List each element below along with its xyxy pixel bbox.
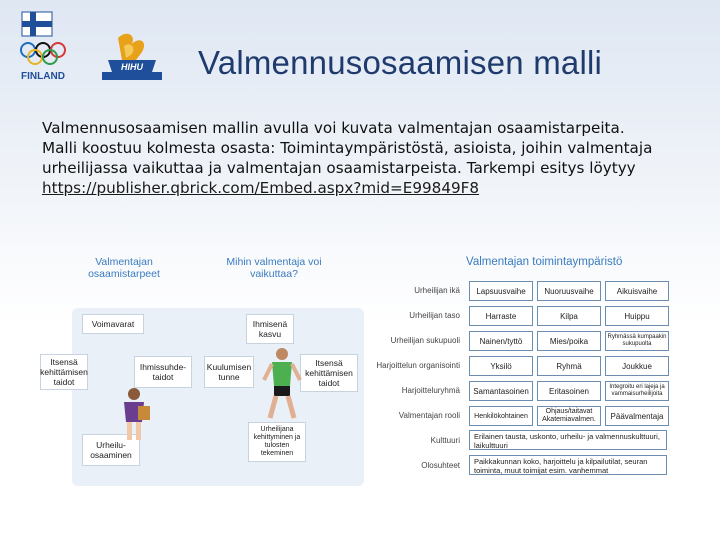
description-line-2: Malli koostuu kolmesta osasta: Toimintaympäristöstä, asioista, joihin valmentaja (42, 139, 653, 157)
table-cell: Ohjaus/taitavat Akatemiavalmen. (537, 406, 601, 426)
table-cell: Lapsuusvaihe (469, 281, 533, 301)
table-cell: Samantasoinen (469, 381, 533, 401)
table-cell: Harraste (469, 306, 533, 326)
box-ihmisena-kasvu: Ihmisenä kasvu (246, 314, 294, 344)
table-wide-cell: Erilainen tausta, uskonto, urheilu- ja valmennuskulttuuri, laikulttuuri (469, 430, 667, 450)
hihu-logo (96, 30, 168, 84)
box-urheilijana-kehittyminen: Urheilijana kehittyminen ja tulosten tekeminen (248, 422, 306, 462)
finland-logo-text: FINLAND (21, 71, 65, 82)
description (42, 118, 662, 198)
table-wide-cell: Paikkakunnan koko, harjoittelu ja kilpailutilat, seuran toiminta, muut toimijat esim. vanhemmat (469, 455, 667, 475)
description-line-3: urheilijassa vaikuttaa ja valmentajan osaamistarpeista. Tarkempi esitys löytyy (42, 159, 636, 177)
table-cell: Ryhmässä kumpaakin sukupuolta (605, 331, 669, 351)
box-urheiluosaaminen: Urheilu-osaaminen (82, 434, 140, 466)
table-cell: Eritasoinen (537, 381, 601, 401)
embed-link[interactable]: https://publisher.qbrick.com/Embed.aspx?mid=E99849F8 (42, 179, 480, 197)
box-itsensa-kehittaminen: Itsensä kehittämisen taidot (40, 354, 88, 390)
row-label: Urheilijan ikä (414, 286, 460, 295)
row-label: Kulttuuri (430, 436, 460, 445)
table-cell: Ryhmä (537, 356, 601, 376)
table-cell: Integroitu eri lajeja ja vammaisurheilijoita (605, 381, 669, 401)
heading-influence: Mihin valmentaja voi vaikuttaa? (226, 256, 322, 280)
operating-environment-panel (370, 250, 690, 490)
table-cell: Henkilökohtainen (469, 406, 533, 426)
table-cell: Joukkue (605, 356, 669, 376)
coaching-model-diagram (30, 250, 690, 490)
row-label: Valmentajan rooli (398, 411, 460, 420)
table-cell: Mies/poika (537, 331, 601, 351)
row-label: Urheilijan taso (409, 311, 460, 320)
table-cell: Kilpa (537, 306, 601, 326)
row-label: Harjoittelun organisointi (376, 361, 460, 370)
coach-figure-icon (114, 386, 154, 442)
description-line-1: Valmennusosaamisen mallin avulla voi kuvata valmentajan osaamistarpeita. (42, 119, 625, 137)
athlete-figure-icon (260, 346, 304, 422)
left-panel (38, 258, 368, 486)
hihu-logo-text: HIHU (121, 62, 143, 72)
page-title: Valmennusosaamisen malli (198, 44, 603, 81)
box-voimavarat: Voimavarat (82, 314, 144, 334)
table-cell: Nuoruusvaihe (537, 281, 601, 301)
box-kuuluminen: Kuulumisen tunne (204, 356, 254, 388)
box-ihmissuhdetaidot: Ihmissuhde-taidot (134, 356, 192, 388)
row-label: Olosuhteet (421, 461, 460, 470)
table-cell: Päävalmentaja (605, 406, 669, 426)
finland-olympic-logo (12, 10, 74, 82)
table-cell: Huippu (605, 306, 669, 326)
row-label: Harjoitteluryhmä (401, 386, 460, 395)
row-label: Urheilijan sukupuoli (390, 336, 460, 345)
heading-coach-needs: Valmentajan osaamistarpeet (88, 256, 160, 280)
table-cell: Nainen/tyttö (469, 331, 533, 351)
environment-title: Valmentajan toimintaympäristö (466, 256, 623, 268)
box-itsensa-kehittamisen-taidot: Itsensä kehittämisen taidot (300, 354, 358, 392)
table-cell: Yksilö (469, 356, 533, 376)
table-cell: Aikuisvaihe (605, 281, 669, 301)
